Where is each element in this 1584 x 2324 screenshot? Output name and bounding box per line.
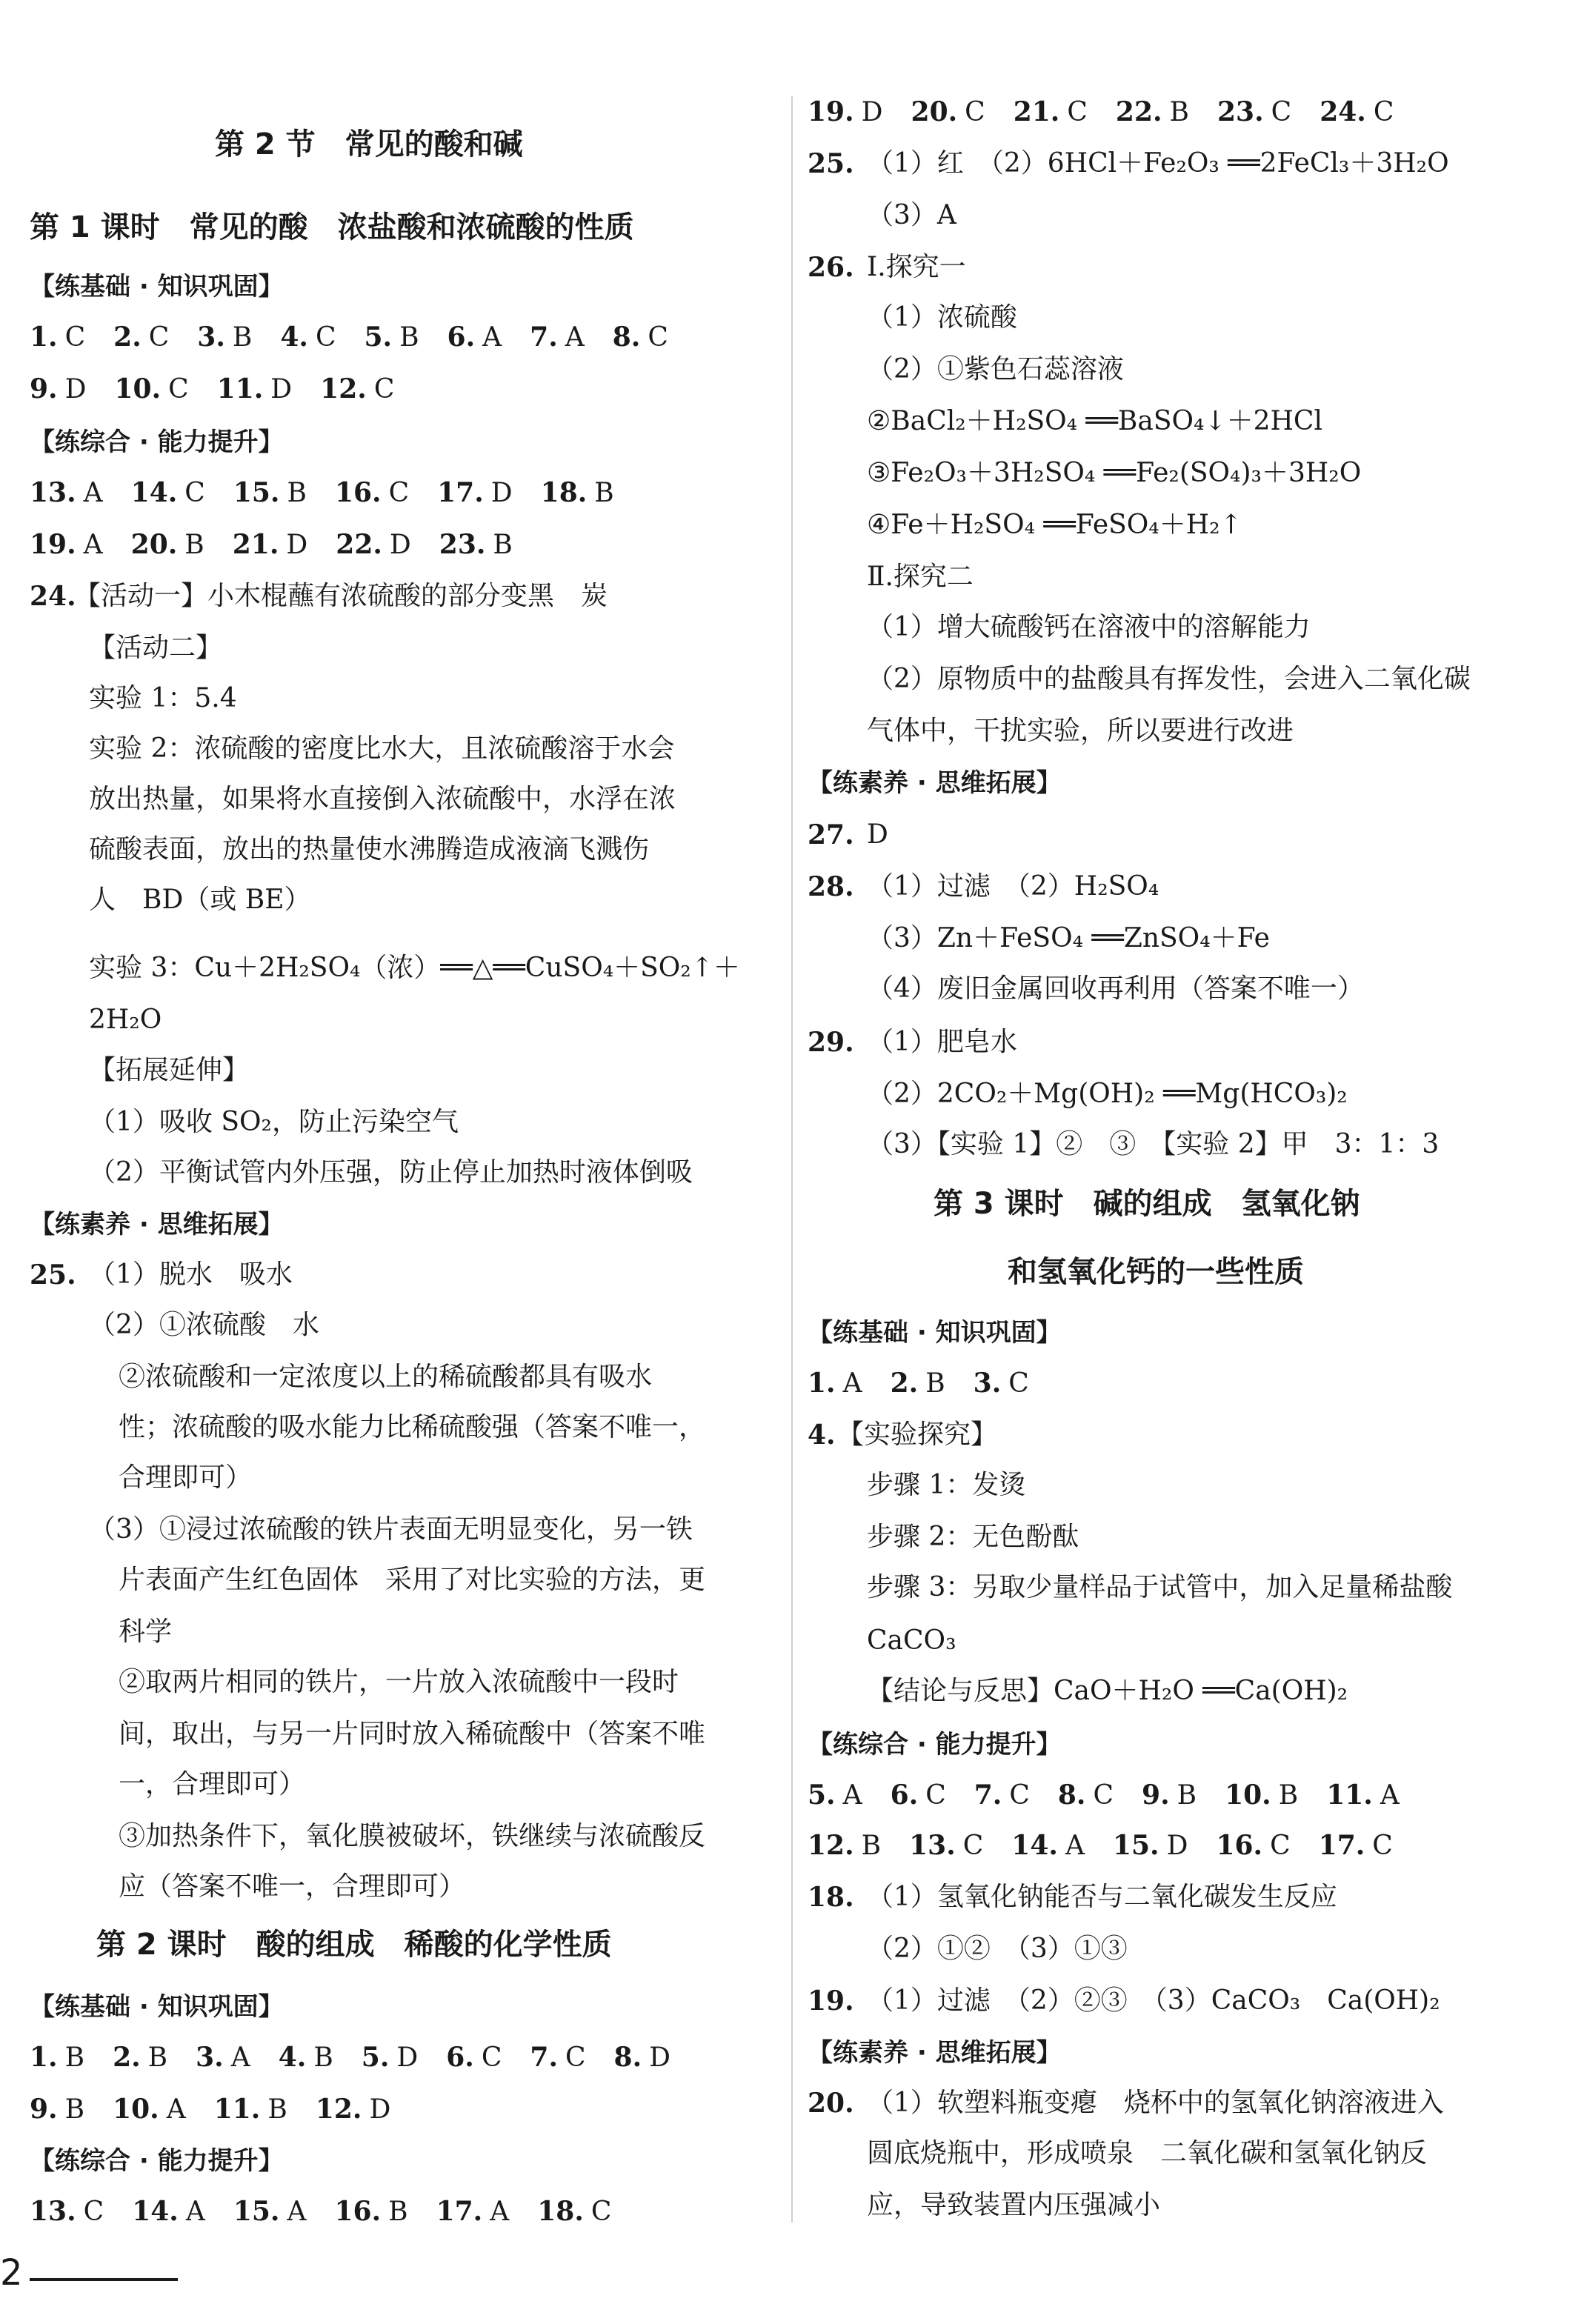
answer-item: [1225, 1777, 1298, 1814]
q24-line: 【活动二】: [89, 633, 223, 663]
answer-choice: C: [184, 478, 205, 508]
answer-number: 8.: [613, 2042, 642, 2073]
answer-choice: C: [373, 374, 395, 404]
answer-item: [891, 1777, 946, 1814]
answer-item: [437, 474, 513, 512]
answer-item: [974, 1777, 1030, 1814]
q29-number: 29.: [808, 1027, 854, 1058]
q25-line: （1）脱水 吸水: [89, 1259, 293, 1290]
q24-number: 24.: [30, 581, 76, 612]
answer-item: [1014, 93, 1088, 131]
answer-number: 4.: [280, 322, 308, 353]
q25-line: 性；浓硫酸的吸水能力比稀硫酸强（答案不唯一，: [119, 1412, 706, 1442]
answer-item: [436, 2193, 510, 2231]
answer-number: 23.: [439, 529, 486, 560]
answer-choice: A: [230, 2042, 250, 2073]
answer-choice: C: [1372, 1831, 1393, 1861]
answer-number: 4.: [278, 2042, 307, 2073]
q26-line: （2）①紫色石蕊溶液: [867, 354, 1124, 384]
q25-line: （2）①浓硫酸 水: [89, 1310, 319, 1340]
answer-item: [30, 526, 103, 564]
answer-choice: B: [594, 478, 614, 508]
answer-item: [362, 2039, 418, 2077]
q29-line: （3）【实验 1】② ③ 【实验 2】甲 3：1：3: [867, 1129, 1440, 1159]
lesson3-basic-header: 【练基础 · 知识巩固】: [808, 1318, 1062, 1348]
answer-item: [364, 319, 419, 356]
answer-number: 22.: [1115, 96, 1162, 127]
answer-choice: A: [842, 1368, 862, 1399]
answer-number: 6.: [447, 322, 476, 353]
answer-choice: C: [1270, 1831, 1291, 1861]
answer-choice: A: [565, 322, 585, 353]
answer-choice: D: [490, 478, 513, 508]
answer-item: [1217, 93, 1291, 131]
q26-line: （1）增大硫酸钙在溶液中的溶解能力: [867, 612, 1311, 642]
answer-number: 19.: [808, 96, 854, 127]
answer-number: 14.: [130, 477, 178, 508]
answer-choice: C: [315, 322, 336, 353]
answer-row: [808, 1777, 1400, 1814]
answer-choice: C: [648, 322, 668, 353]
answer-choice: C: [1093, 1780, 1114, 1811]
q26-line: ③Fe₂O₃＋3H₂SO₄ ══Fe₂(SO₄)₃＋3H₂O: [867, 458, 1362, 488]
answer-item: [131, 474, 205, 512]
q25-number: 25.: [30, 1259, 76, 1291]
answer-number: 2.: [113, 322, 142, 353]
answer-number: 21.: [1013, 96, 1060, 127]
q18-line: （2）①② （3）①③: [867, 1934, 1128, 1964]
answer-item: [233, 526, 308, 564]
answer-row: [808, 1827, 1393, 1865]
q20-line: 圆底烧瓶中，形成喷泉 二氧化碳和氢氧化钠反: [867, 2138, 1428, 2168]
answer-item: [974, 1365, 1029, 1402]
answer-choice: C: [590, 2197, 612, 2227]
q4-line: 步骤 1：发烫: [867, 1470, 1026, 1500]
answer-choice: B: [184, 530, 204, 560]
q4-line: 【结论与反思】CaO＋H₂O ══Ca(OH)₂: [867, 1676, 1348, 1706]
answer-number: 15.: [233, 477, 280, 508]
answer-item: [614, 2039, 670, 2077]
answer-number: 22.: [336, 529, 382, 560]
answer-number: 24.: [1320, 96, 1366, 127]
answer-number: 20.: [911, 96, 958, 127]
q27-line: D: [867, 819, 888, 850]
answer-item: [808, 1827, 881, 1865]
answer-choice: A: [287, 2197, 307, 2227]
answer-item: [30, 370, 86, 408]
q18-number: 18.: [808, 1882, 854, 1913]
answer-choice: D: [369, 2094, 391, 2125]
answer-row: [30, 370, 394, 408]
answer-item: [214, 2091, 287, 2128]
answer-choice: C: [1067, 97, 1088, 127]
q28-number: 28.: [808, 871, 854, 902]
answer-choice: D: [1166, 1831, 1188, 1861]
answer-number: 1.: [808, 1368, 836, 1399]
answer-number: 5.: [364, 322, 393, 353]
q26-line: ④Fe＋H₂SO₄ ══FeSO₄＋H₂↑: [867, 510, 1242, 540]
answer-item: [1142, 1777, 1197, 1814]
answer-item: [1320, 93, 1394, 131]
lesson3-literacy-header: 【练素养 · 思维拓展】: [808, 2038, 1062, 2068]
answer-item: [233, 474, 307, 512]
q20-line: （1）软塑料瓶变瘪 烧杯中的氢氧化钠溶液进入: [867, 2088, 1444, 2118]
q26-line: （1）浓硫酸: [867, 302, 1017, 333]
answer-number: 11.: [213, 2094, 261, 2125]
q24-line: （2）平衡试管内外压强，防止停止加热时液体倒吸: [89, 1157, 693, 1188]
q19-line: （1）过滤 （2）②③ （3）CaCO₃ Ca(OH)₂: [867, 1985, 1440, 2016]
answer-number: 12.: [808, 1830, 854, 1861]
q25-line: 合理即可）: [119, 1462, 253, 1493]
answer-row: [30, 2091, 390, 2128]
answer-choice: C: [962, 1831, 984, 1861]
answer-choice: B: [493, 530, 513, 560]
section-title: 第 2 节 常见的酸和碱: [215, 127, 523, 162]
answer-choice: C: [565, 2042, 586, 2073]
literacy-header: 【练素养 · 思维拓展】: [808, 768, 1062, 798]
q4-number: 4.: [808, 1419, 836, 1451]
answer-choice: C: [1008, 1368, 1029, 1399]
answer-number: 18.: [540, 477, 588, 508]
lesson3-title-line2: 和氢氧化钙的一些性质: [1008, 1255, 1304, 1289]
answer-number: 11.: [1326, 1779, 1373, 1811]
answer-row: [30, 474, 614, 512]
lesson2-comprehensive-header: 【练综合 · 能力提升】: [30, 2146, 284, 2176]
answer-item: [909, 1827, 983, 1865]
q4-line: CaCO₃: [867, 1625, 956, 1656]
answer-choice: D: [64, 374, 87, 404]
answer-item: [891, 1365, 945, 1402]
answer-number: 9.: [30, 373, 58, 404]
answer-choice: C: [148, 322, 170, 353]
answer-number: 5.: [361, 2042, 390, 2073]
q24-line: 人 BD（或 BE）: [89, 885, 311, 915]
q25-line: ②浓硫酸和一定浓度以上的稀硫酸都具有吸水: [119, 1362, 653, 1392]
q24-line: 实验 3：Cu＋2H₂SO₄（浓）══△══CuSO₄＋SO₂↑＋: [89, 953, 740, 983]
answer-choice: B: [388, 2197, 408, 2227]
answer-number: 1.: [30, 322, 58, 353]
lesson2-basic-header: 【练基础 · 知识巩固】: [30, 1992, 284, 2022]
answer-choice: D: [861, 97, 883, 127]
answer-item: [336, 526, 411, 564]
answer-choice: A: [83, 478, 103, 508]
q27-number: 27.: [808, 819, 854, 850]
answer-item: [1326, 1777, 1400, 1814]
answer-item: [196, 2039, 250, 2077]
answer-choice: A: [490, 2197, 510, 2227]
answer-number: 19.: [30, 529, 76, 560]
answer-number: 10.: [113, 2094, 159, 2125]
lesson3-title-line1: 第 3 课时 碱的组成 氢氧化钠: [934, 1187, 1360, 1221]
answer-item: [131, 526, 204, 564]
answer-choice: C: [1373, 97, 1394, 127]
answer-item: [197, 319, 252, 356]
answer-item: [613, 319, 668, 356]
q18-line: （1）氢氧化钠能否与二氧化碳发生反应: [867, 1882, 1337, 1912]
answer-item: [537, 2193, 611, 2231]
answer-number: 15.: [1112, 1830, 1159, 1861]
answer-number: 2.: [113, 2042, 141, 2073]
answer-number: 9.: [30, 2094, 58, 2125]
answer-number: 16.: [334, 477, 382, 508]
answer-row: [808, 93, 1394, 131]
lesson1-basic-header: 【练基础 · 知识巩固】: [30, 272, 284, 302]
answer-item: [447, 319, 502, 356]
q28-line: （3）Zn＋FeSO₄ ══ZnSO₄＋Fe: [867, 923, 1270, 953]
answer-item: [808, 93, 883, 131]
answer-choice: B: [861, 1831, 882, 1861]
answer-number: 14.: [1011, 1830, 1058, 1861]
answer-item: [439, 526, 513, 564]
lesson1-literacy-header: 【练素养 · 思维拓展】: [30, 1210, 284, 1239]
answer-item: [113, 319, 169, 356]
answer-choice: A: [1380, 1780, 1400, 1811]
q25-line: （3）①浸过浓硫酸的铁片表面无明显变化，另一铁: [89, 1514, 693, 1545]
answer-row: [30, 2039, 670, 2077]
page-footer-rule: [30, 2278, 178, 2281]
answer-number: 21.: [232, 529, 279, 560]
q26-number: 26.: [808, 252, 854, 283]
answer-number: 13.: [30, 477, 76, 508]
answer-row: [30, 2193, 611, 2231]
column-divider: [791, 96, 793, 2223]
answer-number: 12.: [315, 2094, 362, 2125]
answer-choice: C: [1271, 97, 1292, 127]
answer-choice: C: [481, 2042, 502, 2073]
answer-choice: A: [185, 2197, 205, 2227]
q25-line: 应（答案不唯一，合理即可）: [119, 1871, 466, 1902]
answer-choice: B: [64, 2042, 85, 2073]
answer-number: 6.: [890, 1779, 919, 1811]
answer-item: [530, 319, 585, 356]
lesson1-comprehensive-header: 【练综合 · 能力提升】: [30, 427, 284, 457]
q24-line: 硫酸表面，放出的热量使水沸腾造成液滴飞溅伤: [89, 834, 650, 865]
answer-item: [233, 2193, 307, 2231]
answer-choice: B: [287, 478, 307, 508]
q4-line: 步骤 3：另取少量样品于试管中，加入足量稀盐酸: [867, 1572, 1453, 1602]
q26-line: 气体中，干扰实验，所以要进行改进: [867, 716, 1294, 746]
answer-item: [279, 2039, 333, 2077]
answer-number: 9.: [1142, 1779, 1170, 1811]
q24-line: 2H₂O: [89, 1005, 162, 1035]
q25-line: 片表面产生红色固体 采用了对比实验的方法，更: [119, 1565, 706, 1595]
answer-item: [1058, 1777, 1114, 1814]
answer-choice: C: [1009, 1780, 1030, 1811]
answer-number: 17.: [436, 2196, 483, 2227]
answer-item: [30, 2091, 84, 2128]
answer-item: [114, 370, 188, 408]
q24-line: （1）吸收 SO₂，防止污染空气: [89, 1107, 459, 1137]
answer-row: [30, 526, 513, 564]
answer-item: [316, 2091, 391, 2128]
answer-number: 20.: [130, 529, 178, 560]
answer-item: [30, 474, 103, 512]
answer-item: [132, 2193, 205, 2231]
answer-number: 5.: [808, 1779, 836, 1811]
answer-item: [30, 2193, 104, 2231]
answer-item: [1116, 93, 1189, 131]
q29-line: （2）2CO₂＋Mg(OH)₂ ══Mg(HCO₃)₂: [867, 1079, 1348, 1109]
answer-choice: B: [147, 2042, 168, 2073]
answer-choice: B: [399, 322, 419, 353]
answer-item: [1011, 1827, 1085, 1865]
answer-number: 16.: [1216, 1830, 1263, 1861]
answer-choice: D: [649, 2042, 670, 2073]
answer-number: 1.: [30, 2042, 58, 2073]
answer-choice: A: [1065, 1831, 1085, 1861]
answer-choice: B: [313, 2042, 333, 2073]
answer-item: [320, 370, 394, 408]
q25-line: （1）红 （2）6HCl＋Fe₂O₃ ══2FeCl₃＋3H₂O: [867, 148, 1449, 179]
answer-choice: B: [1278, 1780, 1299, 1811]
answer-number: 14.: [132, 2196, 179, 2227]
answer-choice: B: [64, 2094, 85, 2125]
answer-number: 6.: [446, 2042, 474, 2073]
answer-choice: B: [925, 1368, 945, 1399]
answer-number: 13.: [909, 1830, 956, 1861]
answer-number: 8.: [612, 322, 641, 353]
q4-line: 【实验探究】: [837, 1419, 998, 1450]
q26-line: Ⅰ.探究一: [867, 252, 966, 282]
answer-number: 15.: [233, 2196, 280, 2227]
answer-number: 7.: [530, 2042, 558, 2073]
lesson2-title: 第 2 课时 酸的组成 稀酸的化学性质: [96, 1928, 612, 1962]
answer-item: [113, 2091, 186, 2128]
answer-item: [808, 1777, 862, 1814]
answer-item: [280, 319, 336, 356]
answer-choice: A: [83, 530, 103, 560]
q4-line: 步骤 2：无色酚酞: [867, 1522, 1079, 1552]
answer-item: [1319, 1827, 1393, 1865]
answer-row: [808, 1365, 1029, 1402]
q20-number: 20.: [808, 2088, 854, 2119]
lesson3-comprehensive-header: 【练综合 · 能力提升】: [808, 1730, 1062, 1759]
q24-line: 【拓展延伸】: [89, 1055, 250, 1085]
q28-line: （1）过滤 （2）H₂SO₄: [867, 871, 1159, 902]
q29-line: （1）肥皂水: [867, 1027, 1017, 1057]
answer-choice: B: [232, 322, 253, 353]
answer-choice: D: [389, 530, 411, 560]
lesson1-title: 第 1 课时 常见的酸 浓盐酸和浓硫酸的性质: [30, 210, 634, 244]
answer-item: [541, 474, 614, 512]
answer-choice: C: [168, 374, 189, 404]
answer-choice: C: [64, 322, 86, 353]
answer-item: [217, 370, 293, 408]
answer-choice: A: [842, 1780, 862, 1811]
q24-line: 放出热量，如果将水直接倒入浓硫酸中，水浮在浓: [89, 784, 676, 814]
answer-choice: A: [166, 2094, 186, 2125]
answer-number: 7.: [974, 1779, 1002, 1811]
answer-number: 8.: [1057, 1779, 1086, 1811]
answer-number: 12.: [320, 373, 367, 404]
answer-choice: B: [1169, 97, 1189, 127]
answer-number: 10.: [1225, 1779, 1271, 1811]
answer-item: [335, 474, 409, 512]
answer-number: 18.: [537, 2196, 584, 2227]
answer-number: 3.: [196, 2042, 224, 2073]
answer-item: [1113, 1827, 1188, 1865]
answer-number: 2.: [890, 1368, 919, 1399]
answer-choice: D: [396, 2042, 419, 2073]
answer-number: 11.: [216, 373, 264, 404]
answer-item: [30, 319, 85, 356]
answer-item: [30, 2039, 84, 2077]
answer-number: 10.: [114, 373, 162, 404]
answer-item: [808, 1365, 862, 1402]
answer-row: [30, 319, 668, 356]
answer-choice: B: [267, 2094, 287, 2125]
q25-line: （3）A: [867, 200, 956, 230]
q24-line: 【活动一】小木棍蘸有浓硫酸的部分变黑 炭: [74, 581, 608, 611]
answer-number: 16.: [334, 2196, 382, 2227]
answer-choice: C: [965, 97, 985, 127]
answer-number: 17.: [1318, 1830, 1365, 1861]
answer-number: 7.: [530, 322, 558, 353]
answer-choice: A: [482, 322, 502, 353]
answer-item: [334, 2193, 407, 2231]
answer-number: 3.: [973, 1368, 1002, 1399]
answer-choice: C: [925, 1780, 946, 1811]
answer-choice: D: [286, 530, 308, 560]
answer-item: [113, 2039, 167, 2077]
q26-line: Ⅱ.探究二: [867, 562, 974, 592]
answer-item: [1216, 1827, 1290, 1865]
q24-line: 实验 2：浓硫酸的密度比水大，且浓硫酸溶于水会: [89, 733, 675, 764]
q25-number: 25.: [808, 148, 854, 179]
answer-item: [446, 2039, 502, 2077]
q28-line: （4）废旧金属回收再利用（答案不唯一）: [867, 973, 1364, 1004]
answer-choice: C: [388, 478, 410, 508]
answer-number: 17.: [437, 477, 484, 508]
answer-number: 3.: [197, 322, 225, 353]
answer-number: 23.: [1217, 96, 1264, 127]
q25-line: 一，合理即可）: [119, 1769, 306, 1799]
q25-line: 科学: [119, 1617, 173, 1647]
answer-number: 13.: [30, 2196, 76, 2227]
q26-line: （2）原物质中的盐酸具有挥发性，会进入二氧化碳: [867, 664, 1471, 694]
answer-item: [530, 2039, 585, 2077]
answer-item: [911, 93, 985, 131]
q25-line: 间，取出，与另一片同时放入稀硫酸中（答案不唯: [119, 1719, 706, 1749]
q25-line: ②取两片相同的铁片，一片放入浓硫酸中一段时: [119, 1667, 679, 1697]
q19-number: 19.: [808, 1985, 854, 2017]
q25-line: ③加热条件下，氧化膜被破坏，铁继续与浓硫酸反: [119, 1821, 706, 1851]
q26-line: ②BaCl₂＋H₂SO₄ ══BaSO₄↓＋2HCl: [867, 406, 1322, 436]
q24-line: 实验 1：5.4: [89, 683, 237, 713]
answer-choice: D: [270, 374, 293, 404]
page-number: 2: [0, 2252, 23, 2294]
q20-line: 应，导致装置内压强减小: [867, 2190, 1161, 2220]
answer-choice: C: [83, 2197, 104, 2227]
answer-choice: B: [1177, 1780, 1197, 1811]
